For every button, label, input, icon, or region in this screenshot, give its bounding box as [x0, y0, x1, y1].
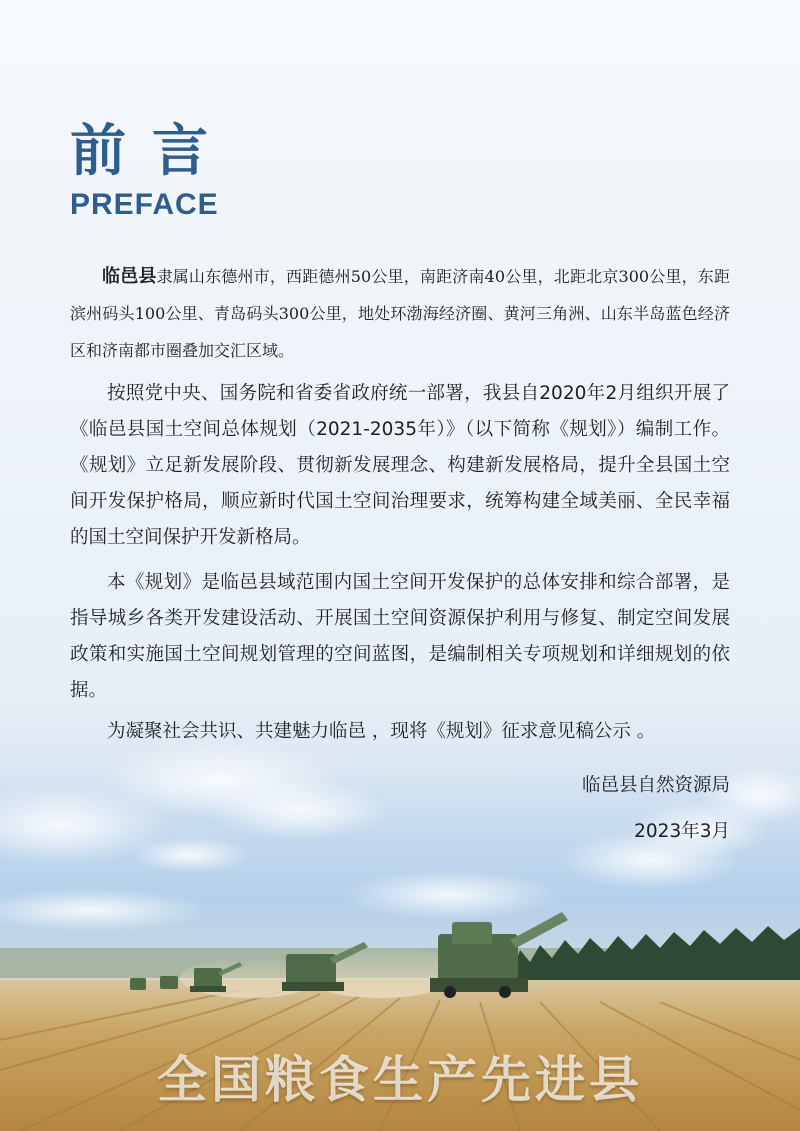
issue-date: 2023年3月 [634, 821, 730, 842]
issuing-organization: 临邑县自然资源局 [581, 775, 730, 796]
page-subtitle: PREFACE [70, 188, 219, 221]
slogan-banner: 全国粮食生产先进县 [157, 1051, 643, 1109]
intro-paragraph [70, 258, 730, 369]
page-title: 前言 [70, 118, 234, 184]
county-name: 临邑县 [102, 266, 157, 287]
notice-paragraph: 为凝聚社会共识、共建魅力临邑 ，现将《规划》征求意见稿公示 。 [107, 721, 656, 742]
plan-role-paragraph: 本《规划》是临邑县域范围内国土空间开发保护的总体安排和综合部署，是指导城乡各类开发建设活动、开展国土空间资源保护利用与修复、制定空间发展政策和实施国土空间规划管理的空间蓝图，是编制相关专项规划和详细规划的依据。 [70, 572, 730, 701]
intro-text: 隶属山东德州市，西距德州50公里，南距济南40公里，北距北京300公里，东距滨州码头100公里、青岛码头300公里，地处环渤海经济圈、黄河三角洲、山东半岛蓝色经济区和济南都市圈叠加交汇区域。 [70, 267, 730, 360]
planning-paragraph: 按照党中央、国务院和省委省政府统一部署，我县自2020年2月组织开展了《临邑县国土空间总体规划（2021-2035年）》（以下简称《规划》）编制工作。《规划》立足新发展阶段、贯彻新发展理念、构建新发展格局，提升全县国土空间开发保护格局，顺应新时代国土空间治理要求，统筹构建全域美丽、全民幸福的国土空间保护开发新格局。 [70, 383, 730, 548]
